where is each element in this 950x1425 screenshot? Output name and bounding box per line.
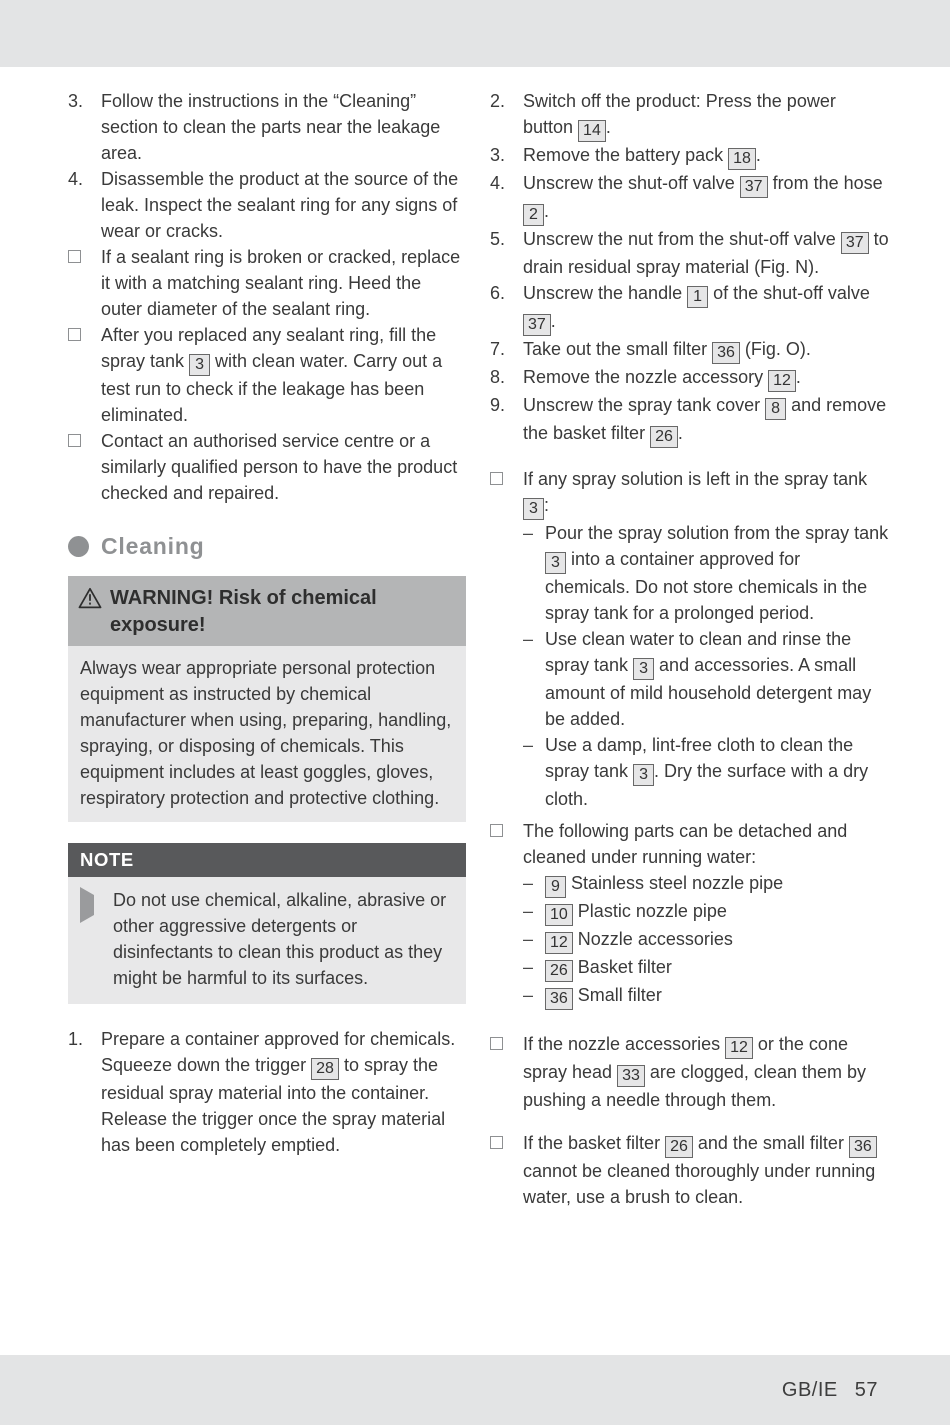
list-item-numbered xyxy=(490,170,890,226)
part-ref-3: 3 xyxy=(633,764,654,786)
sub-item-text: 26 Basket filter xyxy=(545,954,890,982)
item-text: Switch off the product: Press the power button 14 . xyxy=(523,88,890,142)
item-text: Contact an authorised service centre or a similarly qualified person to have the product checked and repaired. xyxy=(101,431,458,503)
checkbox-icon xyxy=(490,466,523,492)
dash-sub-item xyxy=(523,870,890,898)
dash-sub-item xyxy=(523,982,890,1010)
dash-icon: – xyxy=(523,929,534,949)
item-number: 2. xyxy=(490,91,506,111)
footer-band xyxy=(0,1355,950,1425)
item-text: After you replaced any sealant ring, fill the spray tank 3 with clean water. Carry out a test run to check if the leakage has been eliminated. xyxy=(101,325,443,425)
list-item-numbered xyxy=(68,88,466,166)
part-ref-3: 3 xyxy=(545,552,566,574)
right-column xyxy=(490,88,890,1210)
footer-page-number: 57 xyxy=(854,1379,878,1401)
list-item-checkbox xyxy=(490,466,890,520)
checkbox-icon xyxy=(68,244,101,270)
item-text: Unscrew the nut from the shut-off valve 37 to drain residual spray material (Fig. N). xyxy=(523,229,889,277)
part-ref-3: 3 xyxy=(523,498,544,520)
dash-sub-item xyxy=(523,520,890,626)
dash-icon: – xyxy=(523,629,534,649)
item-number: 3. xyxy=(490,145,506,165)
left-column xyxy=(68,88,466,1158)
dash-icon: – xyxy=(523,735,534,755)
footer-locale: GB/IE xyxy=(781,1379,838,1401)
item-number: 3. xyxy=(68,91,84,111)
list-item-checkbox xyxy=(490,1031,890,1113)
sub-item-text: Use clean water to clean and rinse the spray tank 3 and accessories. A small amount of mild household detergent may be added. xyxy=(545,629,872,729)
list-item-numbered xyxy=(490,392,890,448)
section-bullet-icon xyxy=(68,536,89,557)
part-ref-14: 14 xyxy=(578,120,606,142)
sub-item-text: 12 Nozzle accessories xyxy=(545,926,890,954)
part-ref-9: 9 xyxy=(545,876,566,898)
list-item-numbered xyxy=(490,336,890,364)
warning-box xyxy=(68,576,466,822)
part-ref-8: 8 xyxy=(765,398,786,420)
part-ref-36: 36 xyxy=(545,988,573,1010)
item-number: 4. xyxy=(490,173,506,193)
list-item-numbered xyxy=(68,166,466,244)
note-body-row xyxy=(68,877,466,1004)
part-ref-18: 18 xyxy=(728,148,756,170)
list-item-numbered xyxy=(490,280,890,336)
item-text: If the nozzle accessories 12 or the cone spray head 33 are clogged, clean them by pushing a needle through them. xyxy=(523,1034,866,1110)
warning-box-header xyxy=(68,576,466,646)
part-ref-28: 28 xyxy=(311,1058,339,1080)
sub-item-text: 10 Plastic nozzle pipe xyxy=(545,898,890,926)
dash-sub-item xyxy=(523,898,890,926)
item-number: 7. xyxy=(490,339,506,359)
item-text: Disassemble the product at the source of the leak. Inspect the sealant ring for any signs of wear or cracks. xyxy=(101,169,459,241)
top-margin-band xyxy=(0,0,950,67)
note-body-text: Do not use chemical, alkaline, abrasive or other aggressive detergents or disinfectants to clean this product as they might be harmful to its surfaces. xyxy=(113,890,447,988)
list-item-numbered xyxy=(490,364,890,392)
sub-item-text: Pour the spray solution from the spray tank 3 into a container approved for chemicals. Do not store chemicals in the spray tank for a prolonged period. xyxy=(545,523,889,623)
checkbox-icon xyxy=(490,1031,523,1057)
item-text: The following parts can be detached and cleaned under running water: xyxy=(523,821,848,867)
part-ref-37: 37 xyxy=(740,176,768,198)
item-text: Unscrew the spray tank cover 8 and remove the basket filter 26 . xyxy=(523,392,890,448)
checkbox-block xyxy=(490,1130,890,1210)
list-item-checkbox xyxy=(68,244,466,322)
section-heading-cleaning xyxy=(68,533,466,559)
part-ref-36: 36 xyxy=(712,342,740,364)
note-arrow-icon xyxy=(80,887,113,918)
item-number: 6. xyxy=(490,283,506,303)
dash-sub-item xyxy=(523,626,890,732)
part-ref-36: 36 xyxy=(849,1136,877,1158)
sub-item-text: 9 Stainless steel nozzle pipe xyxy=(545,870,890,898)
part-ref-1: 1 xyxy=(687,286,708,308)
dash-sub-item xyxy=(523,954,890,982)
dash-sub-item xyxy=(523,732,890,812)
list-item-checkbox xyxy=(68,322,466,428)
checkbox-block xyxy=(490,1031,890,1113)
dash-icon: – xyxy=(523,523,534,543)
part-ref-12: 12 xyxy=(725,1037,753,1059)
warning-triangle-icon xyxy=(78,585,110,616)
warning-title: WARNING! Risk of chemical exposure! xyxy=(110,587,377,636)
item-number: 9. xyxy=(490,395,506,415)
part-ref-37: 37 xyxy=(841,232,869,254)
dash-icon: – xyxy=(523,873,534,893)
note-box xyxy=(68,843,466,1004)
part-ref-12: 12 xyxy=(768,370,796,392)
note-title: NOTE xyxy=(68,843,466,877)
dash-icon: – xyxy=(523,957,534,977)
dash-icon: – xyxy=(523,985,534,1005)
item-text: Unscrew the handle 1 of the shut-off valve 37 . xyxy=(523,280,890,336)
checkbox-block xyxy=(490,818,890,1010)
item-number: 8. xyxy=(490,367,506,387)
checkbox-icon xyxy=(490,818,523,844)
part-ref-2: 2 xyxy=(523,204,544,226)
list-item-numbered xyxy=(68,1026,466,1158)
checkbox-icon xyxy=(490,1130,523,1156)
list-item-numbered xyxy=(490,88,890,142)
list-item-checkbox xyxy=(68,428,466,506)
item-text: If any spray solution is left in the spray tank 3 : xyxy=(523,466,890,520)
checkbox-icon xyxy=(68,428,101,454)
part-ref-3: 3 xyxy=(633,658,654,680)
sub-item-text: Use a damp, lint-free cloth to clean the spray tank 3 . Dry the surface with a dry cloth. xyxy=(545,735,869,809)
dash-sub-item xyxy=(523,926,890,954)
part-ref-12: 12 xyxy=(545,932,573,954)
part-ref-26: 26 xyxy=(650,426,678,448)
part-ref-37: 37 xyxy=(523,314,551,336)
part-ref-3: 3 xyxy=(189,354,210,376)
part-ref-26: 26 xyxy=(665,1136,693,1158)
checkbox-icon xyxy=(68,322,101,348)
part-ref-33: 33 xyxy=(617,1065,645,1087)
part-ref-10: 10 xyxy=(545,904,573,926)
item-text: If a sealant ring is broken or cracked, replace it with a matching sealant ring. Heed the outer diameter of the sealant ring. xyxy=(101,247,461,319)
item-text: Remove the nozzle accessory 12 . xyxy=(523,364,890,392)
sub-item-text: 36 Small filter xyxy=(545,982,890,1010)
warning-body: Always wear appropriate personal protection equipment as instructed by chemical manufacturer when using, preparing, handling, spraying, or disposing of chemicals. This equipment includes at least goggles, gloves, respiratory protection and protective clothing. xyxy=(68,646,466,822)
part-ref-26: 26 xyxy=(545,960,573,982)
item-text: Follow the instructions in the “Cleaning” section to clean the parts near the leakage area. xyxy=(101,91,441,163)
list-item-numbered xyxy=(490,142,890,170)
item-text: If the basket filter 26 and the small filter 36 cannot be cleaned thoroughly under running water, use a brush to clean. xyxy=(523,1133,876,1207)
item-number: 4. xyxy=(68,169,84,189)
item-text: Take out the small filter 36 (Fig. O). xyxy=(523,336,890,364)
dash-icon: – xyxy=(523,901,534,921)
item-text: Remove the battery pack 18 . xyxy=(523,142,890,170)
list-item-numbered xyxy=(490,226,890,280)
item-text: Unscrew the shut-off valve 37 from the hose 2 . xyxy=(523,170,890,226)
item-number: 1. xyxy=(68,1029,84,1049)
checkbox-block xyxy=(490,466,890,812)
item-number: 5. xyxy=(490,229,506,249)
section-heading-text: Cleaning xyxy=(101,533,205,559)
list-item-checkbox xyxy=(490,1130,890,1210)
item-text: Prepare a container approved for chemicals. Squeeze down the trigger 28 to spray the residual spray material into the container. Release the trigger once the spray material has been completely emptied. xyxy=(101,1029,456,1155)
list-item-checkbox xyxy=(490,818,890,870)
